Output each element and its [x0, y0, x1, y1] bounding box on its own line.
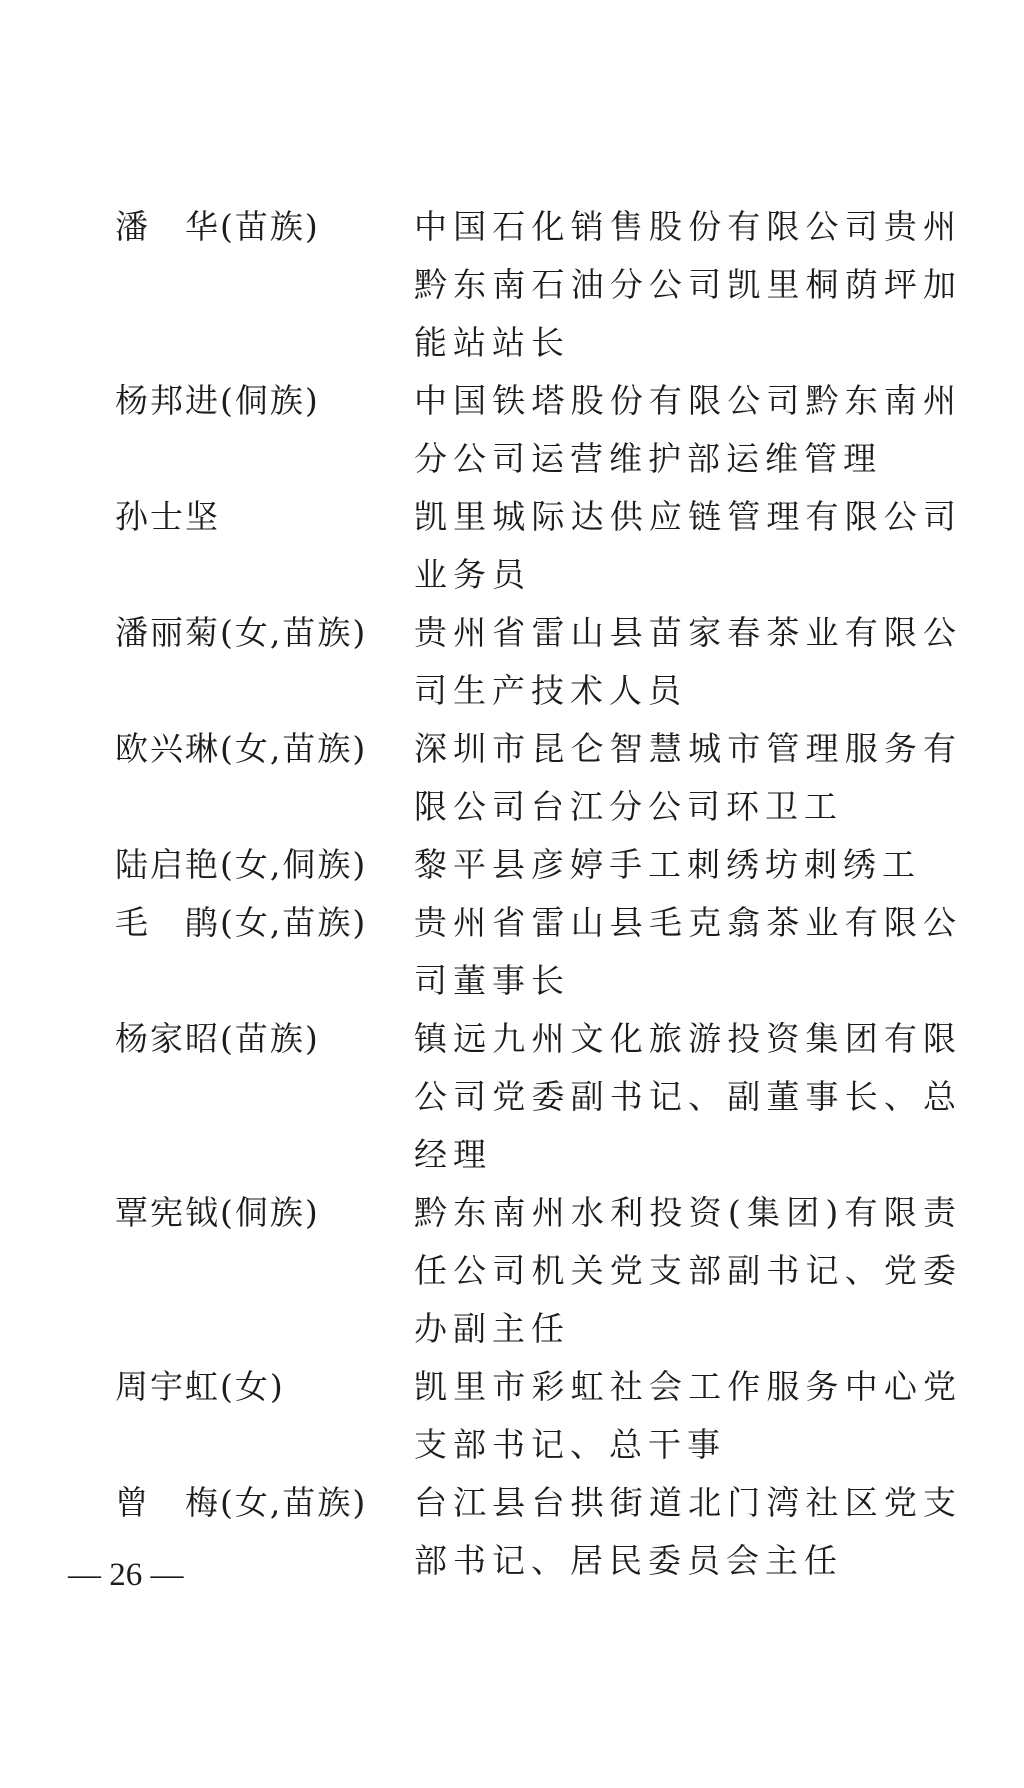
list-item	[0, 1184, 1024, 1358]
honoree-position: 台江县台拱街道北门湾社区党支部书记、居民委员会主任	[414, 1483, 962, 1580]
honoree-position: 中国石化销售股份有限公司贵州黔东南石油分公司凯里桐荫坪加能站站长	[414, 207, 962, 362]
honoree-name: 曾 梅(女,苗族)	[115, 1483, 368, 1522]
honoree-name: 潘 华(苗族)	[115, 207, 320, 246]
list-item	[0, 488, 1024, 604]
list-item	[0, 372, 1024, 488]
honoree-name: 杨邦进(侗族)	[115, 381, 320, 420]
honoree-name: 周宇虹(女)	[115, 1367, 285, 1406]
honoree-position: 黔东南州水利投资(集团)有限责任公司机关党支部副书记、党委办副主任	[414, 1193, 962, 1348]
list-item	[0, 1010, 1024, 1184]
page-number: — 26 —	[68, 1557, 184, 1593]
list-item	[0, 894, 1024, 1010]
honoree-name: 杨家昭(苗族)	[115, 1019, 320, 1058]
honoree-position: 黎平县彦婷手工刺绣坊刺绣工	[414, 845, 921, 884]
honoree-position: 镇远九州文化旅游投资集团有限公司党委副书记、副董事长、总经理	[414, 1019, 962, 1174]
list-item	[0, 1358, 1024, 1474]
honoree-list	[0, 198, 1024, 1590]
honoree-name: 欧兴琳(女,苗族)	[115, 729, 368, 768]
honoree-position: 凯里市彩虹社会工作服务中心党支部书记、总干事	[414, 1367, 962, 1464]
list-item	[0, 604, 1024, 720]
honoree-position: 深圳市昆仑智慧城市管理服务有限公司台江分公司环卫工	[414, 729, 962, 826]
honoree-position: 凯里城际达供应链管理有限公司业务员	[414, 497, 962, 594]
honoree-name: 孙士坚	[115, 497, 220, 536]
honoree-name: 毛 鹃(女,苗族)	[115, 903, 368, 942]
honoree-position: 贵州省雷山县毛克翕茶业有限公司董事长	[414, 903, 962, 1000]
honoree-position: 中国铁塔股份有限公司黔东南州分公司运营维护部运维管理	[414, 381, 962, 478]
honoree-name: 陆启艳(女,侗族)	[115, 845, 368, 884]
list-item	[0, 836, 1024, 894]
honoree-position: 贵州省雷山县苗家春茶业有限公司生产技术人员	[414, 613, 962, 710]
honoree-name: 潘丽菊(女,苗族)	[115, 613, 368, 652]
list-item	[0, 720, 1024, 836]
honoree-name: 覃宪钺(侗族)	[115, 1193, 320, 1232]
list-item	[0, 198, 1024, 372]
